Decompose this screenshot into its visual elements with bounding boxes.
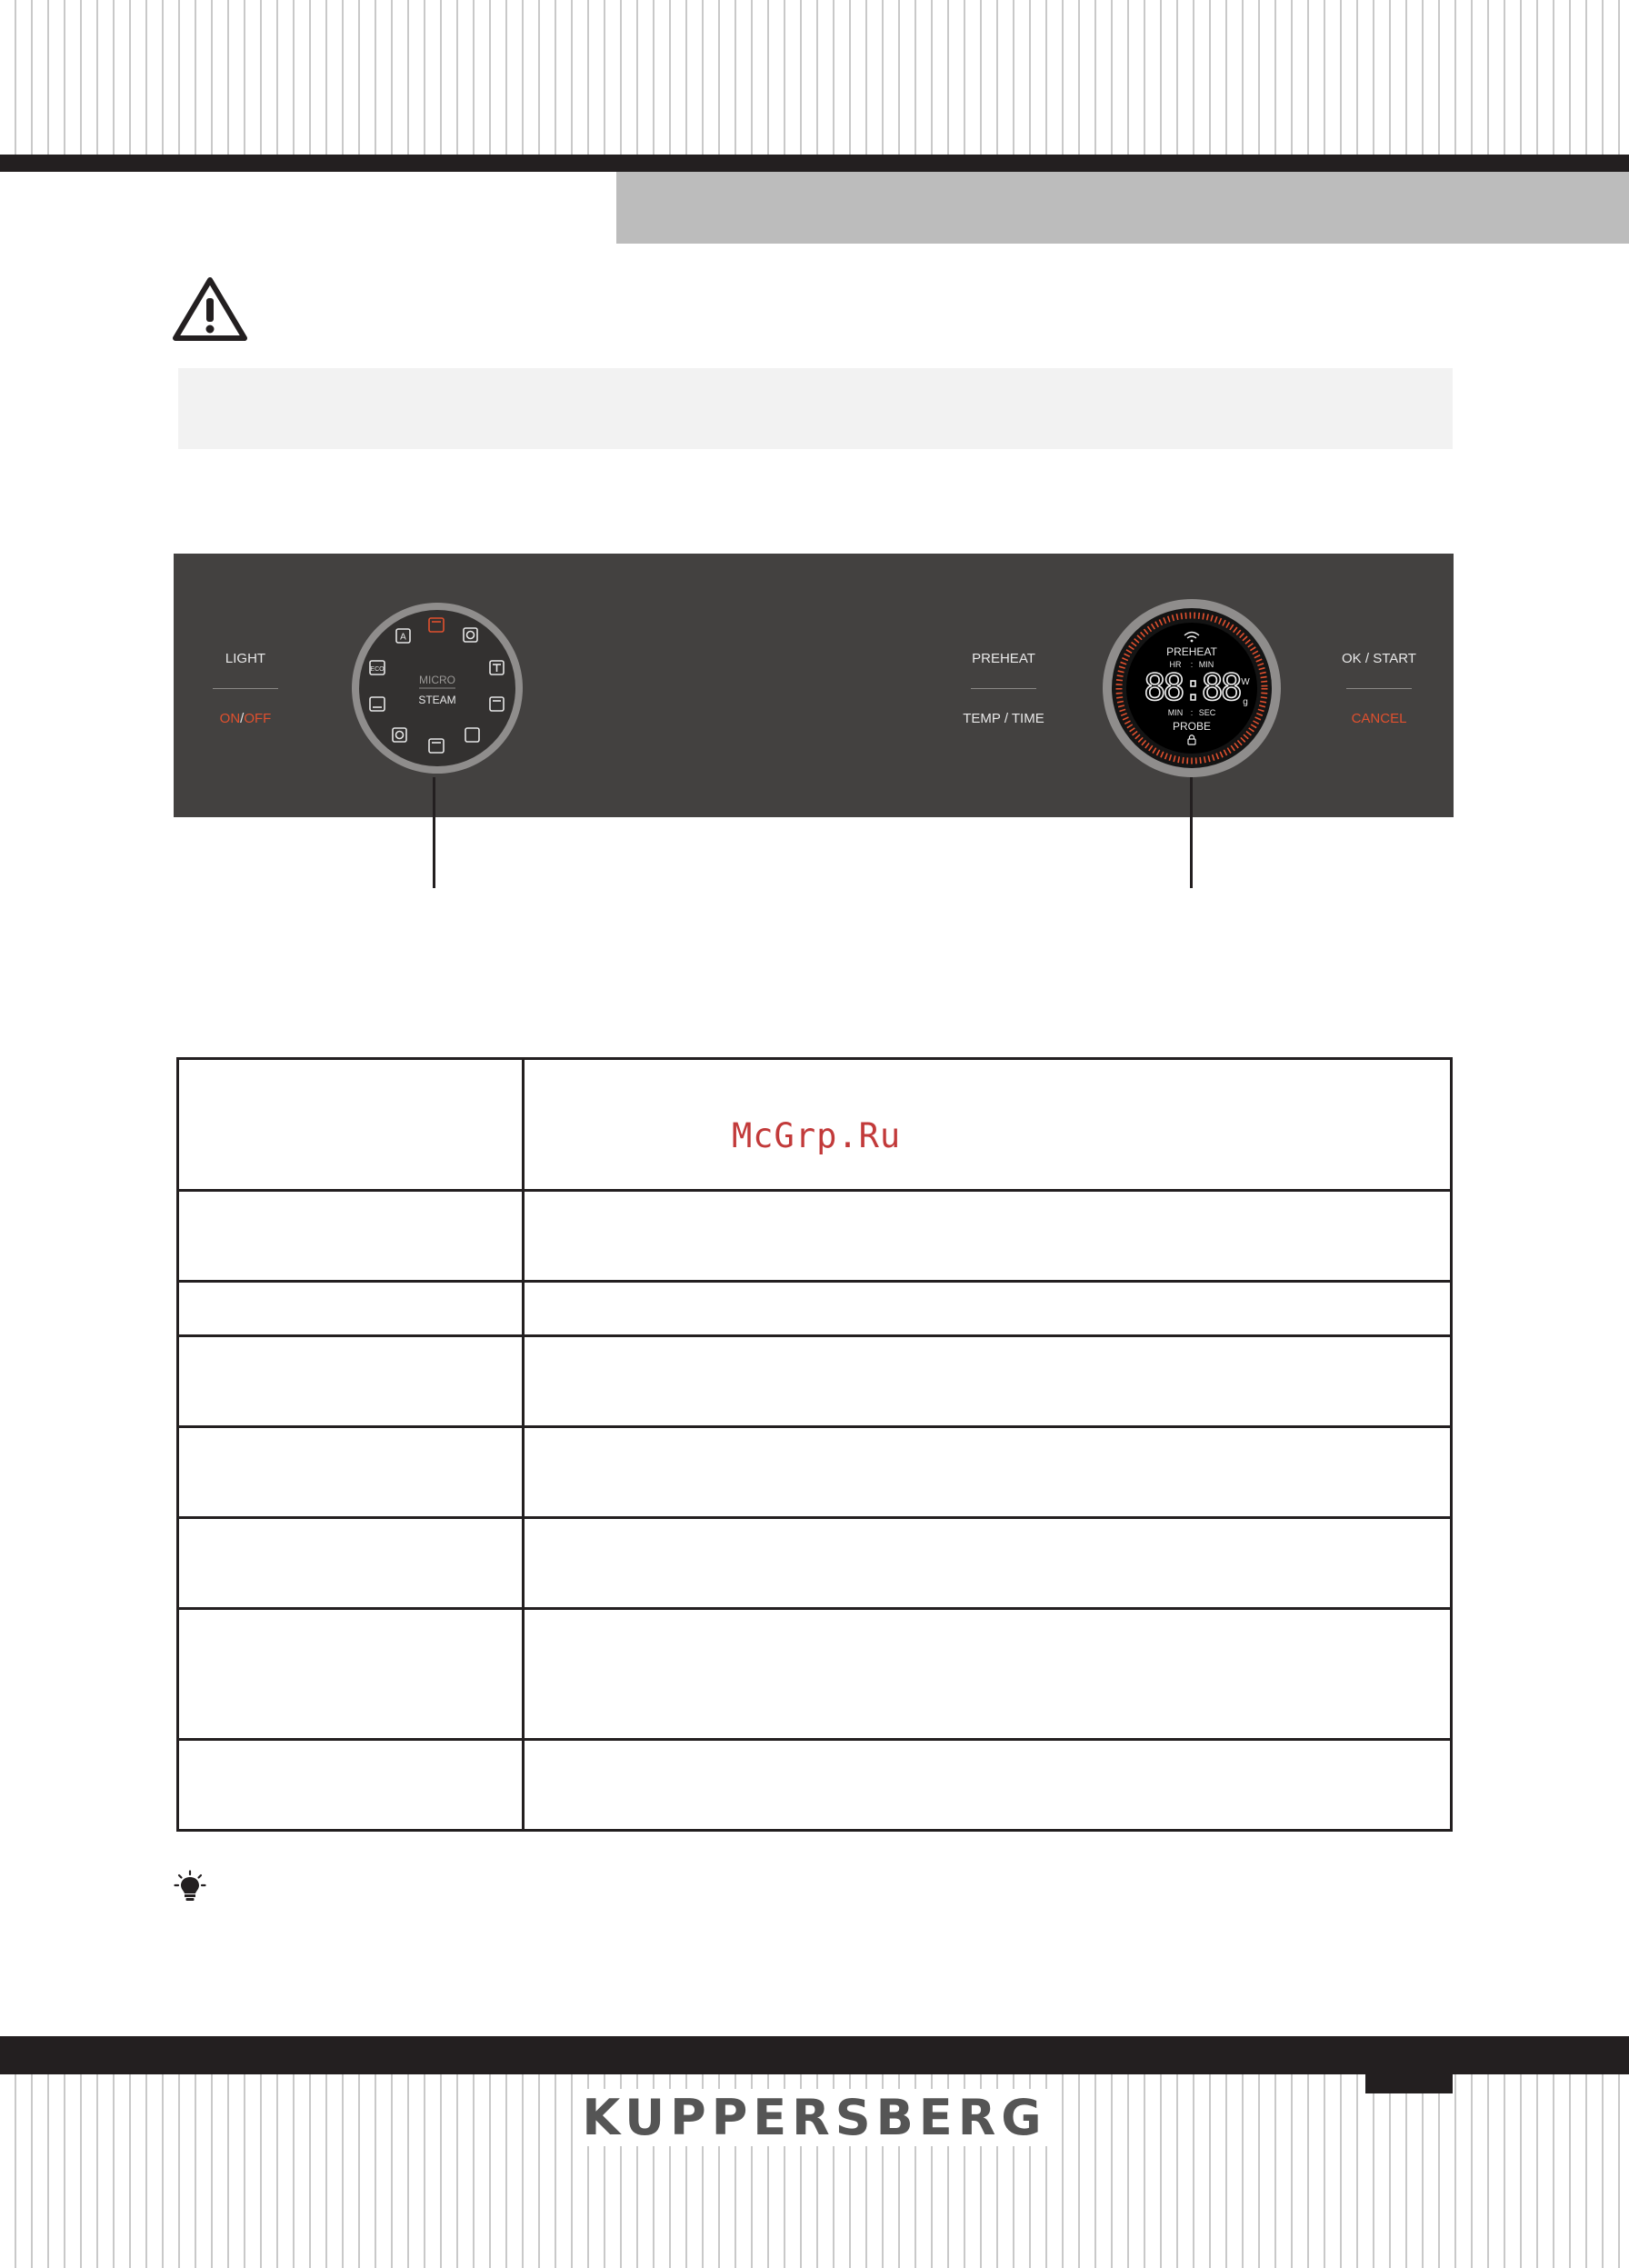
- cancel-button[interactable]: CANCEL: [1351, 711, 1407, 726]
- table-cell: [178, 1609, 524, 1740]
- lightbulb-tip-icon: [174, 1870, 206, 1903]
- callout-line-mode-dial: [433, 777, 435, 888]
- min-sec-min-label: MIN: [1167, 708, 1184, 717]
- min-label: MIN: [1198, 660, 1214, 669]
- ok-start-button[interactable]: OK / START: [1342, 651, 1416, 666]
- probe-label: PROBE: [1172, 720, 1212, 733]
- steam-label: STEAM: [418, 694, 456, 706]
- on-off-button[interactable]: [220, 711, 272, 726]
- table-row: [178, 1427, 1452, 1518]
- slash: /: [240, 711, 245, 726]
- footer-rule: [0, 2036, 1629, 2074]
- divider: [971, 688, 1036, 689]
- header-rule: [0, 155, 1629, 172]
- svg-text::: :: [1190, 660, 1194, 669]
- table-cell: [178, 1740, 524, 1831]
- mode-selector-dial[interactable]: [346, 597, 528, 779]
- top-stripe-pattern: [0, 0, 1629, 155]
- callout-line-display: [1190, 777, 1193, 888]
- table-row: [178, 1191, 1452, 1282]
- table-cell: [524, 1059, 1452, 1191]
- table-row: [178, 1609, 1452, 1740]
- table-cell: [178, 1282, 524, 1336]
- unit-w: W: [1241, 677, 1250, 687]
- table-cell: [524, 1740, 1452, 1831]
- table-cell: [524, 1336, 1452, 1427]
- table-cell: [178, 1059, 524, 1191]
- display-dial[interactable]: [1101, 597, 1283, 779]
- table-row: [178, 1336, 1452, 1427]
- svg-text:ECO: ECO: [370, 666, 385, 673]
- control-panel: [174, 554, 1454, 817]
- function-table: [176, 1057, 1453, 1832]
- micro-label: MICRO: [419, 674, 455, 686]
- display-preheat-label: PREHEAT: [1166, 645, 1217, 658]
- brand-name: KUPPERSBERG: [576, 2089, 1052, 2146]
- warning-icon: [171, 275, 249, 344]
- watermark-text: McGrp.Ru: [732, 1116, 902, 1155]
- table-row: [178, 1740, 1452, 1831]
- table-cell: [524, 1191, 1452, 1282]
- table-cell: [524, 1427, 1452, 1518]
- time-display: 88:88: [1144, 667, 1240, 709]
- unit-g: g: [1243, 697, 1248, 707]
- svg-text:A: A: [400, 632, 406, 643]
- divider: [1346, 688, 1412, 689]
- temp-time-button[interactable]: TEMP / TIME: [963, 711, 1044, 726]
- table-row: [178, 1518, 1452, 1609]
- section-title-bar: [616, 172, 1629, 244]
- svg-text::: :: [1190, 708, 1194, 717]
- light-button[interactable]: LIGHT: [225, 651, 266, 666]
- sec-label: SEC: [1198, 708, 1216, 717]
- table-cell: [524, 1518, 1452, 1609]
- on-label: ON: [219, 711, 241, 726]
- warning-note-box: [178, 368, 1453, 449]
- brand-logo: [0, 2089, 1629, 2146]
- divider: [213, 688, 278, 689]
- table-cell: [178, 1191, 524, 1282]
- preheat-button[interactable]: PREHEAT: [972, 651, 1035, 666]
- table-cell: [524, 1609, 1452, 1740]
- off-label: OFF: [244, 711, 272, 726]
- hr-label: HR: [1169, 660, 1182, 669]
- table-cell: [178, 1518, 524, 1609]
- table-row: [178, 1282, 1452, 1336]
- table-cell: [178, 1336, 524, 1427]
- table-cell: [178, 1427, 524, 1518]
- table-cell: [524, 1282, 1452, 1336]
